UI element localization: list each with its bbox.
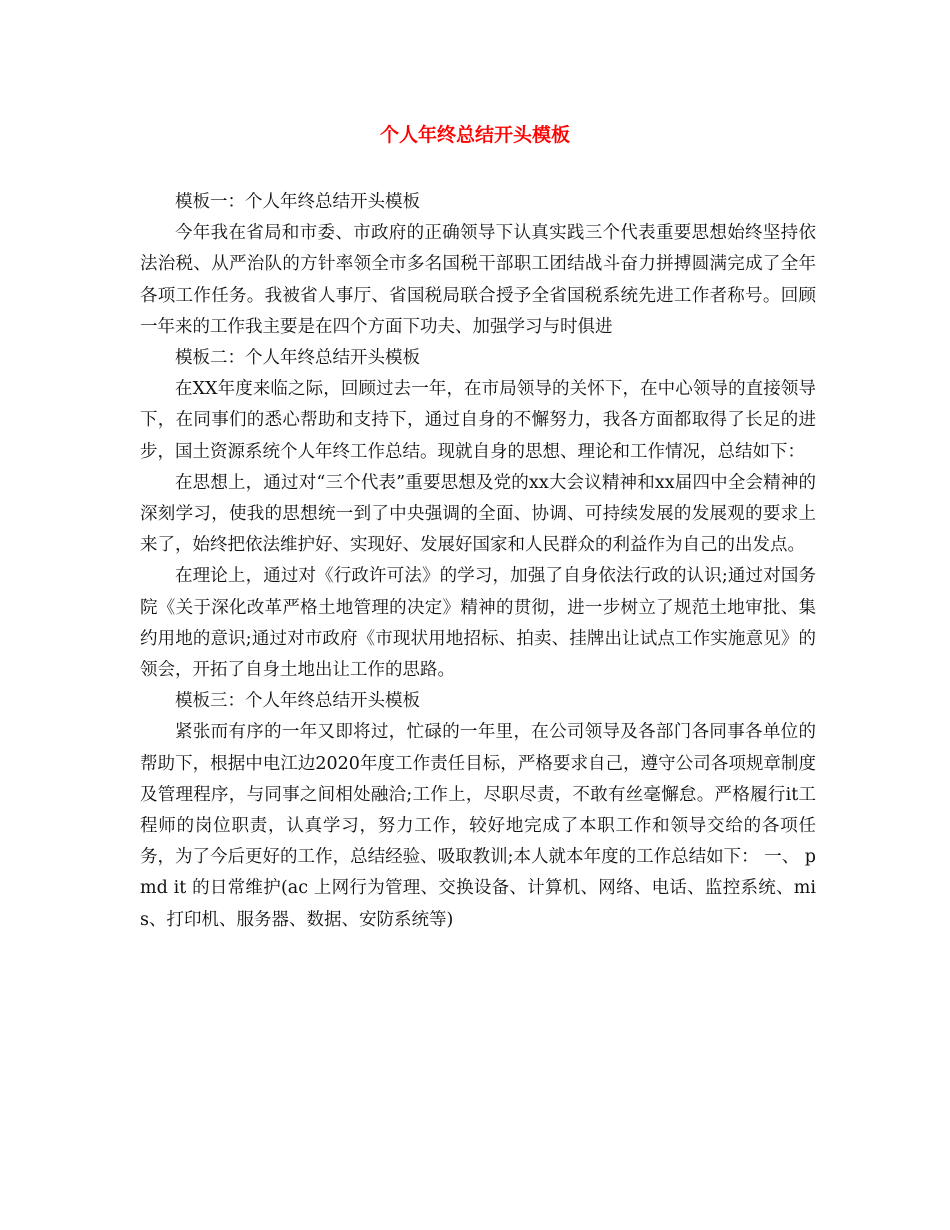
paragraph-heading-template-3: 模板三：个人年终总结开头模板 (175, 691, 420, 712)
paragraph: 紧张而有序的一年又即将过，忙碌的一年里，在公司领导及各部门各同事各单位的帮助下，根据中电江边2020年度工作责任目标，严格要求自己，遵守公司各项规章制度及管理程序，与同事之间相处融洽;工作上，尽职尽责，不敢有丝毫懈怠。严格履行it工程师的岗位职责，认真学习，努力工作，较好地完成了本职工作和领导交给的各项任务，为了今后更好的工作，总结经验、吸取教训;本人就本年度的工作总结如下： 一、 pmd it 的日常维护(ac 上网行为管理、交换设备、计算机、网络、电话、监控系统、mis、打印机、服务器、数据、安防系统等) (140, 722, 816, 930)
paragraph: 在思想上，通过对“三个代表”重要思想及党的xx大会议精神和xx届四中全会精神的深刻学习，使我的思想统一到了中央强调的全面、协调、可持续发展的发展观的要求上来了，始终把依法维护好、实现好、发展好国家和人民群众的利益作为自己的出发点。 (140, 472, 816, 556)
document-body (140, 187, 816, 936)
paragraph: 在理论上，通过对《行政许可法》的学习，加强了自身依法行政的认识;通过对国务院《关于深化改革严格土地管理的决定》精神的贯彻，进一步树立了规范土地审批、集约用地的意识;通过对市政府《市现状用地招标、拍卖、挂牌出让试点工作实施意见》的领会，开拓了自身土地出让工作的思路。 (140, 566, 816, 681)
document-title: 个人年终总结开头模板 (379, 124, 570, 146)
paragraph: 今年我在省局和市委、市政府的正确领导下认真实践三个代表重要思想始终坚持依法治税、从严治队的方针率领全市多名国税干部职工团结战斗奋力拼搏圆满完成了全年各项工作任务。我被省人事厅、省国税局联合授予全省国税系统先进工作者称号。回顾一年来的工作我主要是在四个方面下功夫、加强学习与时俱进 (140, 223, 816, 337)
paragraph: 在XX年度来临之际，回顾过去一年，在市局领导的关怀下，在中心领导的直接领导下，在同事们的悉心帮助和支持下，通过自身的不懈努力，我各方面都取得了长足的进步，国土资源系统个人年终工作总结。现就自身的思想、理论和工作情况，总结如下： (140, 379, 816, 462)
paragraph-heading-template-1: 模板一：个人年终总结开头模板 (175, 192, 420, 212)
paragraph-heading-template-2: 模板二：个人年终总结开头模板 (175, 348, 420, 369)
